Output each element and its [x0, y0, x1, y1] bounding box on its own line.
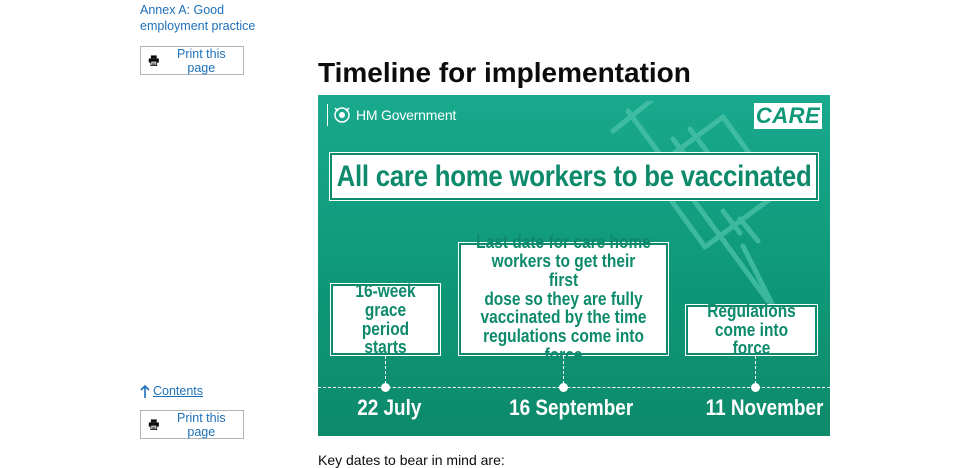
connector-3: [755, 356, 756, 384]
care-badge: CARE: [755, 103, 821, 128]
timeline-infographic: [318, 95, 830, 436]
date-label-3: 11 November: [705, 395, 824, 420]
milestone-card-2: [459, 231, 668, 366]
print-page-button-bottom[interactable]: [140, 410, 244, 439]
milestone-text: 16-week grace period starts: [355, 280, 416, 358]
annex-a-link[interactable]: Annex A: Good employment practice: [140, 3, 256, 33]
milestone-text: Last date for care home workers to get their first dose so they are fully vaccinated by the time regulations come into force: [476, 231, 651, 366]
printer-icon: [148, 54, 160, 67]
timeline-dot-2: [559, 383, 568, 392]
timeline-dot-1: [381, 383, 390, 392]
hm-government-logo: [327, 104, 456, 126]
page-title: Timeline for implementation: [318, 57, 691, 88]
arrow-up-icon: [140, 385, 150, 398]
milestone-card-1: [331, 280, 440, 358]
headline-text: All care home workers to be vaccinated: [336, 159, 812, 193]
print-page-button-top[interactable]: [140, 46, 244, 75]
contents-label: Contents: [153, 384, 204, 398]
printer-icon: [148, 418, 160, 431]
timeline-dot-3: [751, 383, 760, 392]
print-page-label: Print this page: [176, 46, 226, 75]
date-label-1: 22 July: [357, 395, 422, 420]
connector-1: [385, 356, 386, 384]
hm-government-label: HM Government: [356, 107, 457, 123]
connector-2: [563, 356, 564, 384]
contents-link[interactable]: [140, 384, 203, 398]
print-page-label: Print this page: [176, 410, 226, 439]
milestone-text: Regulations come into force: [707, 300, 796, 359]
headline-banner: [330, 153, 818, 200]
milestone-card-3: [686, 300, 817, 359]
crest-icon: [332, 105, 352, 125]
key-dates-intro: Key dates to bear in mind are:: [318, 452, 505, 468]
date-label-2: 16 September: [509, 395, 634, 420]
